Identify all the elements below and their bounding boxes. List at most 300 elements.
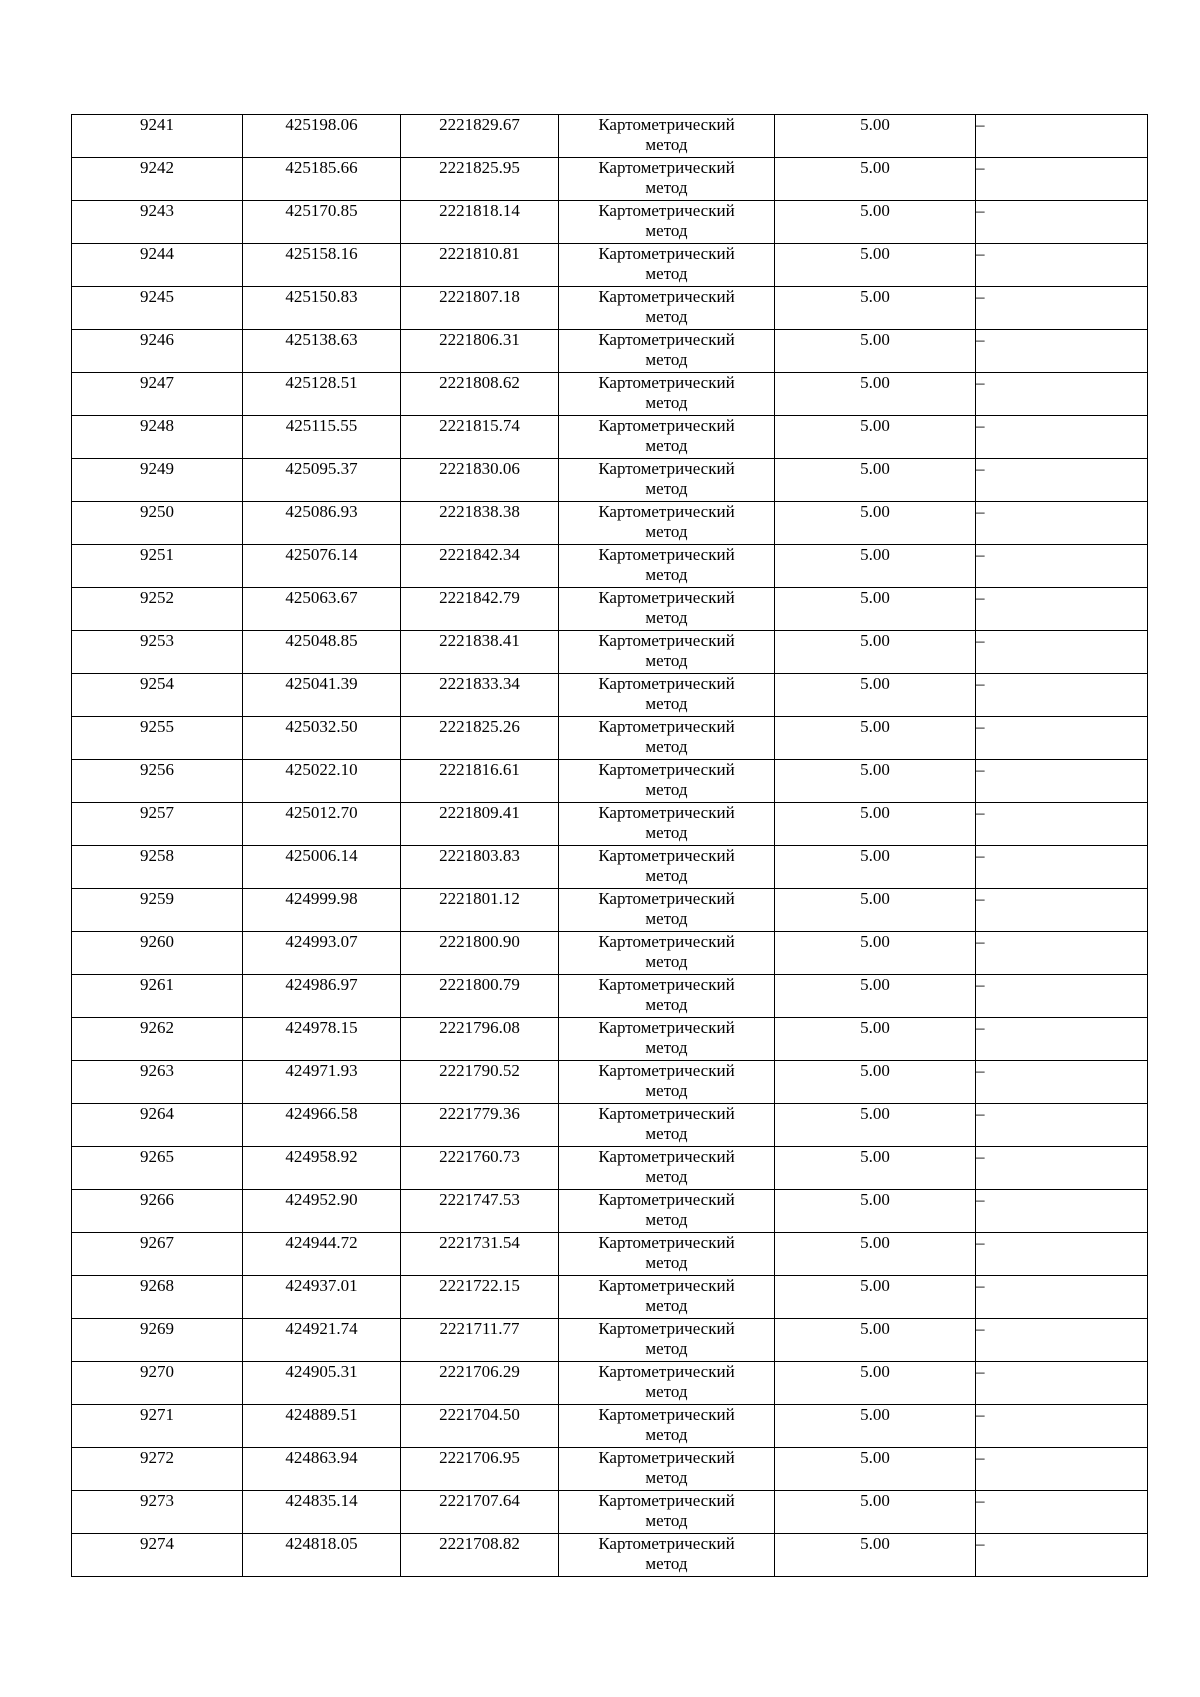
point-number-cell: 9268 [72,1276,243,1319]
note-cell: – [976,588,1148,631]
table-row [72,1061,1148,1104]
method-cell [559,1104,775,1147]
accuracy-cell: 5.00 [775,846,976,889]
table-row [72,932,1148,975]
y-coordinate-cell: 2221801.12 [401,889,559,932]
x-coordinate-cell: 424993.07 [243,932,401,975]
point-number-cell: 9272 [72,1448,243,1491]
table-row [72,1491,1148,1534]
point-number-cell: 9263 [72,1061,243,1104]
note-cell: – [976,115,1148,158]
x-coordinate-cell: 424978.15 [243,1018,401,1061]
point-number-cell: 9241 [72,115,243,158]
method-cell [559,1362,775,1405]
point-number-cell: 9244 [72,244,243,287]
y-coordinate-cell: 2221731.54 [401,1233,559,1276]
point-number-cell: 9245 [72,287,243,330]
note-cell: – [976,1491,1148,1534]
table-row [72,1190,1148,1233]
method-line-2: метод [645,1468,688,1487]
method-line-1: Картометрический [598,1534,735,1553]
x-coordinate-cell: 425022.10 [243,760,401,803]
accuracy-cell: 5.00 [775,1061,976,1104]
y-coordinate-cell: 2221815.74 [401,416,559,459]
method-line-1: Картометрический [598,932,735,951]
point-number-cell: 9255 [72,717,243,760]
table-row [72,1147,1148,1190]
x-coordinate-cell: 425115.55 [243,416,401,459]
x-coordinate-cell: 425185.66 [243,158,401,201]
table-row [72,459,1148,502]
y-coordinate-cell: 2221760.73 [401,1147,559,1190]
method-line-1: Картометрический [598,115,735,134]
accuracy-cell: 5.00 [775,1362,976,1405]
note-cell: – [976,1448,1148,1491]
accuracy-cell: 5.00 [775,760,976,803]
method-line-2: метод [645,565,688,584]
point-number-cell: 9254 [72,674,243,717]
table-row [72,115,1148,158]
note-cell: – [976,201,1148,244]
method-cell [559,115,775,158]
y-coordinate-cell: 2221790.52 [401,1061,559,1104]
table-row [72,889,1148,932]
method-line-1: Картометрический [598,1491,735,1510]
x-coordinate-cell: 425032.50 [243,717,401,760]
method-cell [559,502,775,545]
note-cell: – [976,1362,1148,1405]
method-line-1: Картометрический [598,717,735,736]
method-line-1: Картометрический [598,1104,735,1123]
method-line-1: Картометрический [598,545,735,564]
x-coordinate-cell: 424905.31 [243,1362,401,1405]
method-line-2: метод [645,823,688,842]
y-coordinate-cell: 2221833.34 [401,674,559,717]
table-row [72,1104,1148,1147]
method-line-1: Картометрический [598,158,735,177]
coordinates-table [71,114,1148,1577]
point-number-cell: 9251 [72,545,243,588]
method-line-1: Картометрический [598,287,735,306]
x-coordinate-cell: 424921.74 [243,1319,401,1362]
method-line-2: метод [645,350,688,369]
method-line-2: метод [645,135,688,154]
table-row [72,717,1148,760]
x-coordinate-cell: 424863.94 [243,1448,401,1491]
table-row [72,158,1148,201]
accuracy-cell: 5.00 [775,1448,976,1491]
method-line-2: метод [645,307,688,326]
accuracy-cell: 5.00 [775,889,976,932]
y-coordinate-cell: 2221842.79 [401,588,559,631]
note-cell: – [976,717,1148,760]
method-cell [559,201,775,244]
method-cell [559,1319,775,1362]
method-line-1: Картометрический [598,416,735,435]
table-row [72,1276,1148,1319]
note-cell: – [976,1534,1148,1577]
method-line-2: метод [645,1124,688,1143]
x-coordinate-cell: 425095.37 [243,459,401,502]
method-cell [559,459,775,502]
method-line-1: Картометрический [598,1061,735,1080]
y-coordinate-cell: 2221808.62 [401,373,559,416]
method-line-1: Картометрический [598,244,735,263]
accuracy-cell: 5.00 [775,631,976,674]
method-line-2: метод [645,221,688,240]
x-coordinate-cell: 425041.39 [243,674,401,717]
accuracy-cell: 5.00 [775,287,976,330]
x-coordinate-cell: 424971.93 [243,1061,401,1104]
x-coordinate-cell: 425138.63 [243,330,401,373]
method-line-1: Картометрический [598,588,735,607]
method-line-1: Картометрический [598,502,735,521]
method-cell [559,1276,775,1319]
note-cell: – [976,1061,1148,1104]
point-number-cell: 9249 [72,459,243,502]
method-line-1: Картометрический [598,889,735,908]
x-coordinate-cell: 425150.83 [243,287,401,330]
method-line-2: метод [645,1511,688,1530]
x-coordinate-cell: 424937.01 [243,1276,401,1319]
x-coordinate-cell: 425048.85 [243,631,401,674]
point-number-cell: 9258 [72,846,243,889]
method-line-1: Картометрический [598,1276,735,1295]
method-line-2: метод [645,1038,688,1057]
point-number-cell: 9243 [72,201,243,244]
note-cell: – [976,803,1148,846]
method-line-1: Картометрический [598,846,735,865]
x-coordinate-cell: 425128.51 [243,373,401,416]
accuracy-cell: 5.00 [775,1276,976,1319]
method-line-2: метод [645,393,688,412]
note-cell: – [976,889,1148,932]
accuracy-cell: 5.00 [775,502,976,545]
accuracy-cell: 5.00 [775,932,976,975]
method-line-1: Картометрический [598,201,735,220]
table-row [72,803,1148,846]
method-line-2: метод [645,436,688,455]
method-line-2: метод [645,651,688,670]
method-line-1: Картометрический [598,1319,735,1338]
y-coordinate-cell: 2221825.26 [401,717,559,760]
table-row [72,1362,1148,1405]
accuracy-cell: 5.00 [775,158,976,201]
method-cell [559,846,775,889]
point-number-cell: 9271 [72,1405,243,1448]
y-coordinate-cell: 2221803.83 [401,846,559,889]
note-cell: – [976,502,1148,545]
method-cell [559,158,775,201]
method-cell [559,932,775,975]
method-line-2: метод [645,608,688,627]
method-line-2: метод [645,952,688,971]
note-cell: – [976,459,1148,502]
point-number-cell: 9253 [72,631,243,674]
method-cell [559,1018,775,1061]
point-number-cell: 9264 [72,1104,243,1147]
method-line-1: Картометрический [598,1448,735,1467]
method-cell [559,631,775,674]
method-cell [559,1405,775,1448]
table-row [72,545,1148,588]
point-number-cell: 9250 [72,502,243,545]
note-cell: – [976,846,1148,889]
table-row [72,373,1148,416]
method-line-2: метод [645,1339,688,1358]
method-cell [559,760,775,803]
method-line-2: метод [645,1296,688,1315]
point-number-cell: 9260 [72,932,243,975]
accuracy-cell: 5.00 [775,201,976,244]
note-cell: – [976,760,1148,803]
method-line-1: Картометрический [598,1233,735,1252]
method-cell [559,244,775,287]
method-line-1: Картометрический [598,1405,735,1424]
method-line-2: метод [645,479,688,498]
method-line-2: метод [645,1425,688,1444]
method-cell [559,717,775,760]
accuracy-cell: 5.00 [775,1534,976,1577]
method-line-2: метод [645,522,688,541]
method-cell [559,416,775,459]
x-coordinate-cell: 425063.67 [243,588,401,631]
y-coordinate-cell: 2221842.34 [401,545,559,588]
method-cell [559,545,775,588]
y-coordinate-cell: 2221722.15 [401,1276,559,1319]
y-coordinate-cell: 2221838.38 [401,502,559,545]
method-line-1: Картометрический [598,674,735,693]
method-line-1: Картометрический [598,1018,735,1037]
method-cell [559,1233,775,1276]
y-coordinate-cell: 2221779.36 [401,1104,559,1147]
point-number-cell: 9273 [72,1491,243,1534]
table-row [72,502,1148,545]
method-cell [559,1491,775,1534]
y-coordinate-cell: 2221807.18 [401,287,559,330]
point-number-cell: 9248 [72,416,243,459]
table-row [72,287,1148,330]
x-coordinate-cell: 424966.58 [243,1104,401,1147]
y-coordinate-cell: 2221800.90 [401,932,559,975]
method-line-2: метод [645,178,688,197]
x-coordinate-cell: 425076.14 [243,545,401,588]
table-row [72,244,1148,287]
note-cell: – [976,932,1148,975]
method-line-1: Картометрический [598,1190,735,1209]
x-coordinate-cell: 424952.90 [243,1190,401,1233]
table-row [72,1018,1148,1061]
point-number-cell: 9252 [72,588,243,631]
table-row [72,330,1148,373]
y-coordinate-cell: 2221704.50 [401,1405,559,1448]
x-coordinate-cell: 424958.92 [243,1147,401,1190]
table-row [72,1534,1148,1577]
table-row [72,1448,1148,1491]
y-coordinate-cell: 2221810.81 [401,244,559,287]
y-coordinate-cell: 2221830.06 [401,459,559,502]
table-row [72,1319,1148,1362]
note-cell: – [976,330,1148,373]
point-number-cell: 9270 [72,1362,243,1405]
method-line-1: Картометрический [598,1147,735,1166]
y-coordinate-cell: 2221747.53 [401,1190,559,1233]
accuracy-cell: 5.00 [775,330,976,373]
note-cell: – [976,1319,1148,1362]
table-row [72,674,1148,717]
point-number-cell: 9267 [72,1233,243,1276]
method-line-2: метод [645,264,688,283]
method-line-1: Картометрический [598,760,735,779]
note-cell: – [976,674,1148,717]
y-coordinate-cell: 2221829.67 [401,115,559,158]
x-coordinate-cell: 424986.97 [243,975,401,1018]
x-coordinate-cell: 424818.05 [243,1534,401,1577]
table-row [72,416,1148,459]
method-line-2: метод [645,1167,688,1186]
accuracy-cell: 5.00 [775,975,976,1018]
accuracy-cell: 5.00 [775,1319,976,1362]
note-cell: – [976,1405,1148,1448]
method-cell [559,975,775,1018]
method-line-2: метод [645,1081,688,1100]
method-line-2: метод [645,909,688,928]
accuracy-cell: 5.00 [775,717,976,760]
accuracy-cell: 5.00 [775,1491,976,1534]
method-cell [559,803,775,846]
method-line-2: метод [645,995,688,1014]
x-coordinate-cell: 425158.16 [243,244,401,287]
method-cell [559,674,775,717]
note-cell: – [976,373,1148,416]
x-coordinate-cell: 425198.06 [243,115,401,158]
note-cell: – [976,1190,1148,1233]
accuracy-cell: 5.00 [775,1147,976,1190]
point-number-cell: 9261 [72,975,243,1018]
y-coordinate-cell: 2221707.64 [401,1491,559,1534]
accuracy-cell: 5.00 [775,1018,976,1061]
y-coordinate-cell: 2221816.61 [401,760,559,803]
method-cell [559,588,775,631]
point-number-cell: 9262 [72,1018,243,1061]
x-coordinate-cell: 425012.70 [243,803,401,846]
accuracy-cell: 5.00 [775,803,976,846]
method-line-2: метод [645,737,688,756]
accuracy-cell: 5.00 [775,1190,976,1233]
y-coordinate-cell: 2221838.41 [401,631,559,674]
y-coordinate-cell: 2221711.77 [401,1319,559,1362]
note-cell: – [976,287,1148,330]
table-row [72,631,1148,674]
point-number-cell: 9265 [72,1147,243,1190]
note-cell: – [976,1104,1148,1147]
x-coordinate-cell: 425170.85 [243,201,401,244]
method-line-2: метод [645,1253,688,1272]
method-cell [559,373,775,416]
method-cell [559,1190,775,1233]
note-cell: – [976,1276,1148,1319]
point-number-cell: 9257 [72,803,243,846]
method-cell [559,1534,775,1577]
point-number-cell: 9256 [72,760,243,803]
accuracy-cell: 5.00 [775,416,976,459]
note-cell: – [976,1018,1148,1061]
note-cell: – [976,1147,1148,1190]
accuracy-cell: 5.00 [775,1405,976,1448]
method-cell [559,1147,775,1190]
x-coordinate-cell: 424999.98 [243,889,401,932]
method-line-1: Картометрический [598,459,735,478]
point-number-cell: 9259 [72,889,243,932]
y-coordinate-cell: 2221825.95 [401,158,559,201]
x-coordinate-cell: 424889.51 [243,1405,401,1448]
note-cell: – [976,545,1148,588]
method-cell [559,1061,775,1104]
method-line-1: Картометрический [598,330,735,349]
point-number-cell: 9247 [72,373,243,416]
note-cell: – [976,975,1148,1018]
table-row [72,588,1148,631]
y-coordinate-cell: 2221806.31 [401,330,559,373]
y-coordinate-cell: 2221818.14 [401,201,559,244]
table-body [72,115,1148,1577]
y-coordinate-cell: 2221708.82 [401,1534,559,1577]
y-coordinate-cell: 2221809.41 [401,803,559,846]
method-line-1: Картометрический [598,975,735,994]
point-number-cell: 9242 [72,158,243,201]
point-number-cell: 9269 [72,1319,243,1362]
accuracy-cell: 5.00 [775,1104,976,1147]
note-cell: – [976,416,1148,459]
accuracy-cell: 5.00 [775,373,976,416]
method-line-1: Картометрический [598,803,735,822]
note-cell: – [976,631,1148,674]
method-line-2: метод [645,780,688,799]
y-coordinate-cell: 2221706.29 [401,1362,559,1405]
method-cell [559,1448,775,1491]
method-line-2: метод [645,1382,688,1401]
method-cell [559,287,775,330]
y-coordinate-cell: 2221706.95 [401,1448,559,1491]
x-coordinate-cell: 425006.14 [243,846,401,889]
note-cell: – [976,158,1148,201]
y-coordinate-cell: 2221796.08 [401,1018,559,1061]
method-line-2: метод [645,694,688,713]
method-line-2: метод [645,1210,688,1229]
accuracy-cell: 5.00 [775,588,976,631]
x-coordinate-cell: 424944.72 [243,1233,401,1276]
table-row [72,846,1148,889]
accuracy-cell: 5.00 [775,545,976,588]
note-cell: – [976,1233,1148,1276]
method-line-1: Картометрический [598,1362,735,1381]
accuracy-cell: 5.00 [775,244,976,287]
x-coordinate-cell: 425086.93 [243,502,401,545]
table-row [72,201,1148,244]
y-coordinate-cell: 2221800.79 [401,975,559,1018]
method-line-1: Картометрический [598,373,735,392]
method-cell [559,889,775,932]
method-cell [559,330,775,373]
point-number-cell: 9274 [72,1534,243,1577]
table-row [72,975,1148,1018]
table-row [72,760,1148,803]
accuracy-cell: 5.00 [775,674,976,717]
accuracy-cell: 5.00 [775,459,976,502]
method-line-2: метод [645,866,688,885]
point-number-cell: 9246 [72,330,243,373]
table-row [72,1233,1148,1276]
